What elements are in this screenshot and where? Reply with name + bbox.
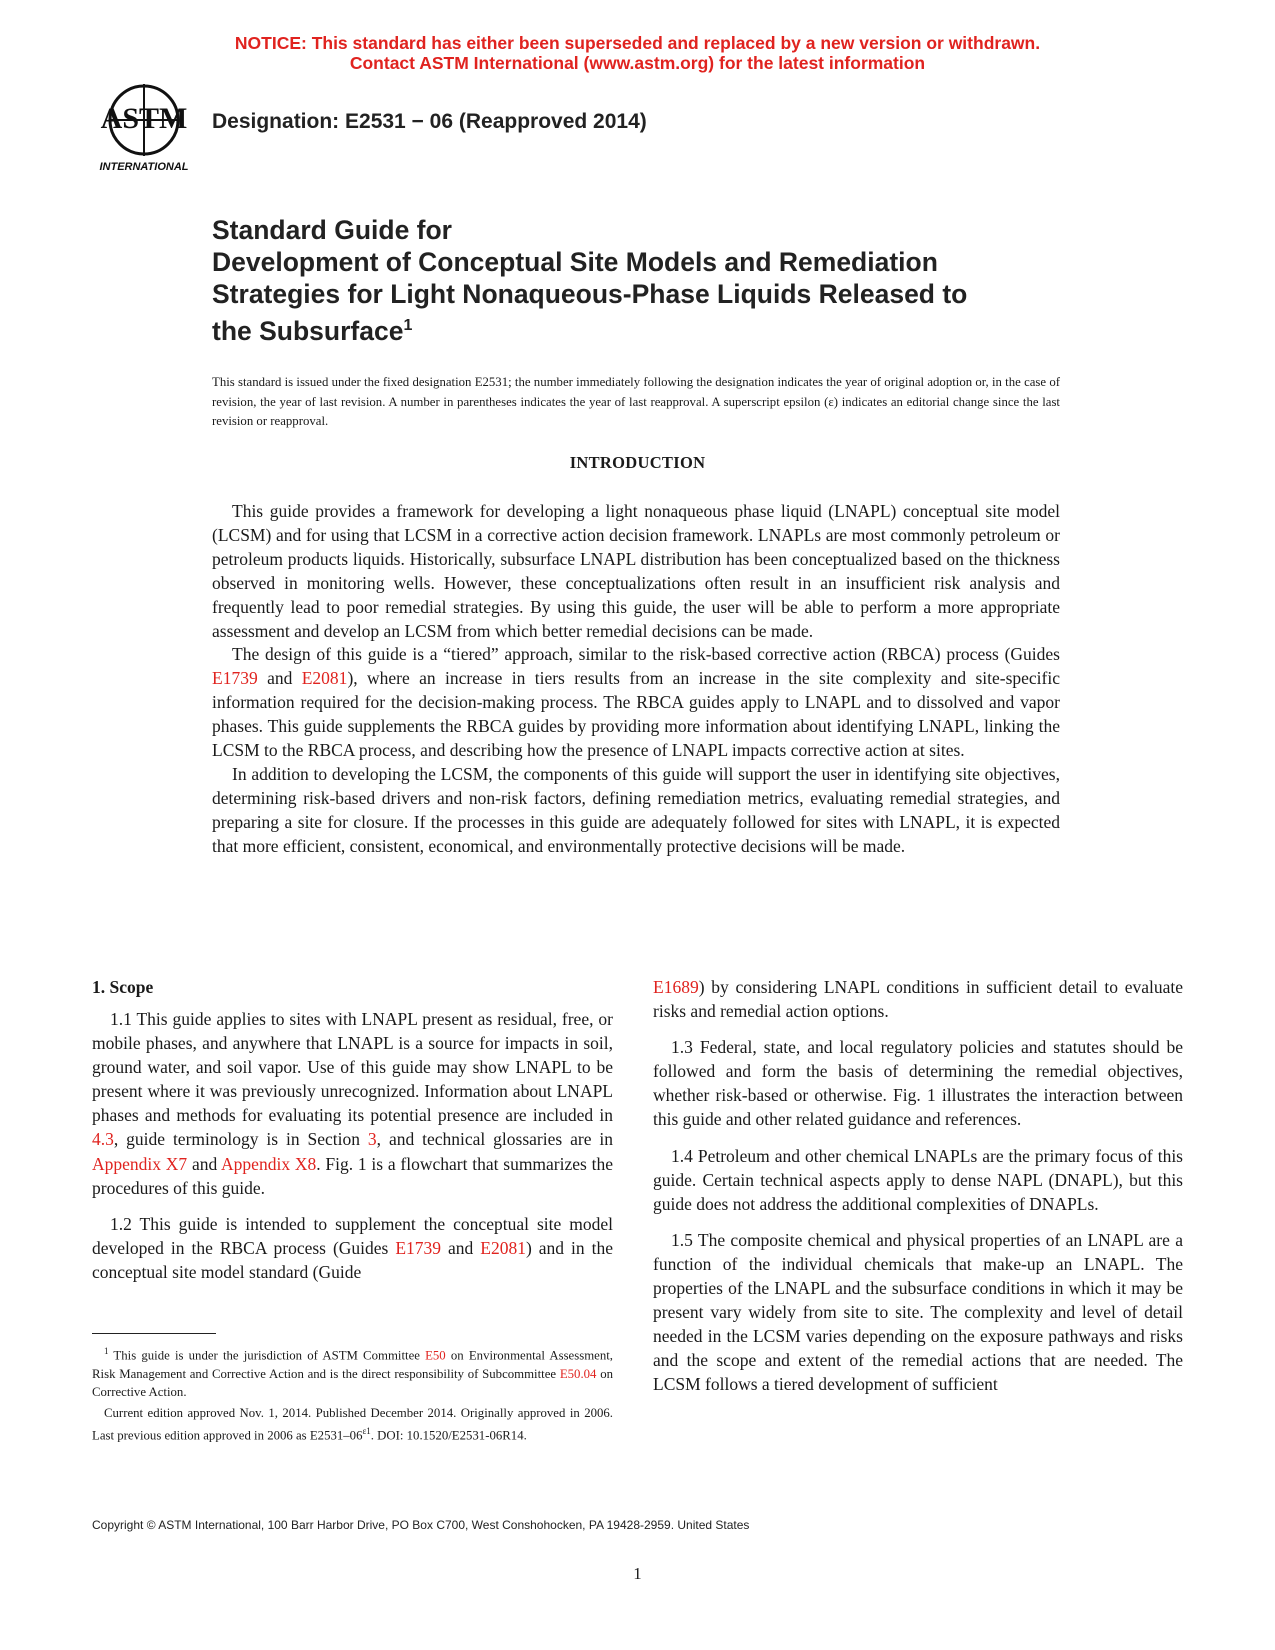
logo-subtext: INTERNATIONAL bbox=[99, 161, 189, 173]
supersession-notice bbox=[0, 33, 1275, 73]
link-appendix-x8[interactable]: Appendix X8 bbox=[221, 1153, 317, 1174]
footnote-edition: Current edition approved Nov. 1, 2014. Published December 2014. Originally approved in 2006. Last previous edition approved in 2006 as $E2531-06^{\varepsilon 1}$. DOI: 10.1520/E2531-06R14. bbox=[92, 1405, 613, 1443]
astm-logo bbox=[92, 80, 202, 176]
link-e50-04[interactable]: E50.04 bbox=[559, 1366, 597, 1381]
title-line-1: Standard Guide for bbox=[212, 215, 452, 245]
intro-paragraph-3: In addition to developing the LCSM, the components of this guide will support the user in identifying site objectives, determining risk-based drivers and non-risk factors, defining remediation metrics, evaluating remedial strategies, and preparing a site for closure. If the processes in this guide are adequately followed for sites with LNAPL, it is expected that more efficient, consistent, economical, and environmentally protective decisions will be made. bbox=[212, 763, 1060, 856]
title-footnote-mark: 1 bbox=[403, 317, 413, 334]
section-1-4: 1.4 Petroleum and other chemical LNAPLs are the primary focus of this guide. Certain technical aspects apply to dense NAPL (DNAPL), but this guide does not address the additional complexities of DNAPLs. bbox=[653, 1145, 1183, 1214]
link-e1739[interactable]: E1739 bbox=[212, 668, 258, 689]
link-e2081[interactable]: E2081 bbox=[301, 668, 348, 689]
footnotes bbox=[92, 1342, 613, 1447]
section-1-5: 1.5 The composite chemical and physical properties of an LNAPL are a function of the individual chemicals that make-up an LNAPL. The properties of the LNAPL and the subsurface conditions in which it may be present vary widely from site to site. The complexity and level of detail needed in the LCSM varies depending on the exposure pathways and risks and the scope and extent of the remedial actions that are needed. The LCSM follows a tiered development of sufficient bbox=[653, 1229, 1183, 1395]
link-e1739[interactable]: E1739 bbox=[395, 1237, 442, 1258]
document-title bbox=[212, 214, 1092, 347]
link-e50[interactable]: E50 bbox=[425, 1348, 446, 1363]
footnote-divider bbox=[92, 1333, 216, 1334]
section-1-2: 1.2 This guide is intended to supplement the conceptual site model developed in the RBCA process (Guides E1739 and E2081) and in the conceptual site model standard (Guide bbox=[92, 1213, 613, 1282]
link-appendix-x7[interactable]: Appendix X7 bbox=[92, 1153, 188, 1174]
designation: Designation: E2531 − 06 (Reapproved 2014) bbox=[212, 110, 647, 133]
copyright: Copyright © ASTM International, 100 Barr Harbor Drive, PO Box C700, West Conshohocken, PA 19428-2959. United States bbox=[92, 1518, 750, 1532]
section-1-1: 1.1 This guide applies to sites with LNAPL present as residual, free, or mobile phases, and anywhere that LNAPL is a source for impacts in soil, ground water, and soil vapor. Use of this guide may show LNAPL to be present where it was previously unrecognized. Information about LNAPL phases and methods for evaluating its potential presence are included in 4.3, guide terminology is in Section 3, and technical glossaries are in Appendix X7 and Appendix X8. Fig. 1 is a flowchart that summarizes the procedures of this guide. bbox=[92, 1009, 613, 1198]
left-column bbox=[92, 975, 613, 1296]
logo-text: ASTM bbox=[100, 102, 188, 135]
introduction-body bbox=[212, 500, 1060, 859]
link-4-3[interactable]: 4.3 bbox=[92, 1129, 114, 1150]
issue-note: This standard is issued under the fixed designation E2531; the number immediately following the designation indicates the year of original adoption or, in the case of revision, the year of last revision. A number in parentheses indicates the year of last reapproval. A superscript epsilon (ε) indicates an editorial change since the last revision or reapproval. bbox=[212, 375, 1060, 428]
intro-paragraph-1: This guide provides a framework for developing a light nonaqueous phase liquid (LNAPL) conceptual site model (LCSM) and for using that LCSM in a corrective action decision framework. LNAPLs are most commonly petroleum or petroleum products liquids. Historically, subsurface LNAPL distribution has been conceptualized based on the thickness observed in monitoring wells. However, these conceptualizations often result in an insufficient risk analysis and frequently lead to poor remedial strategies. By using this guide, the user will be able to perform a more appropriate assessment and develop an LCSM from which better remedial decisions can be made. bbox=[212, 501, 1060, 641]
page-number: 1 bbox=[633, 1564, 642, 1583]
right-column bbox=[653, 975, 1183, 1409]
link-e2081[interactable]: E2081 bbox=[480, 1237, 526, 1258]
footnote-1: $^1$ This guide is under the jurisdiction of ASTM Committee E50 on Environmental Assessment, Risk Management and Corrective Action and is the direct responsibility of Subcommittee E50.04 on Corrective Action. bbox=[92, 1346, 613, 1400]
title-line-2: Development of Conceptual Site Models and Remediation bbox=[212, 247, 938, 277]
title-line-4: the Subsurface bbox=[212, 315, 404, 346]
link-section-3[interactable]: 3 bbox=[367, 1129, 377, 1150]
title-line-3: Strategies for Light Nonaqueous-Phase Liquids Released to bbox=[212, 279, 968, 309]
notice-line-1: NOTICE: This standard has either been superseded and replaced by a new version or withdrawn. bbox=[234, 33, 1041, 53]
link-e1689[interactable]: E1689 bbox=[653, 977, 699, 997]
section-1-3: 1.3 Federal, state, and local regulatory policies and statutes should be followed and form the basis of determining the remedial objectives, whether risk-based or otherwise. Fig. 1 illustrates the interaction between this guide and other related guidance and references. bbox=[653, 1037, 1183, 1130]
intro-paragraph-2: The design of this guide is a “tiered” approach, similar to the risk-based corrective action (RBCA) process (Guides E1739 and E2081), where an increase in tiers results from an increase in the site complexity and site-specific information required for the decision-making process. The RBCA guides apply to LNAPL and to dissolved and vapor phases. This guide supplements the RBCA guides by providing more information about identifying LNAPL, linking the LCSM to the RBCA process, and describing how the presence of LNAPL impacts corrective action at sites. bbox=[212, 644, 1060, 761]
scope-heading: 1. Scope bbox=[92, 977, 154, 997]
section-1-2-continued: E1689) by considering LNAPL conditions in sufficient detail to evaluate risks and remedial action options. bbox=[653, 977, 1183, 1022]
notice-line-2: Contact ASTM International (www.astm.org) for the latest information bbox=[349, 53, 926, 73]
introduction-heading: INTRODUCTION bbox=[569, 453, 706, 472]
